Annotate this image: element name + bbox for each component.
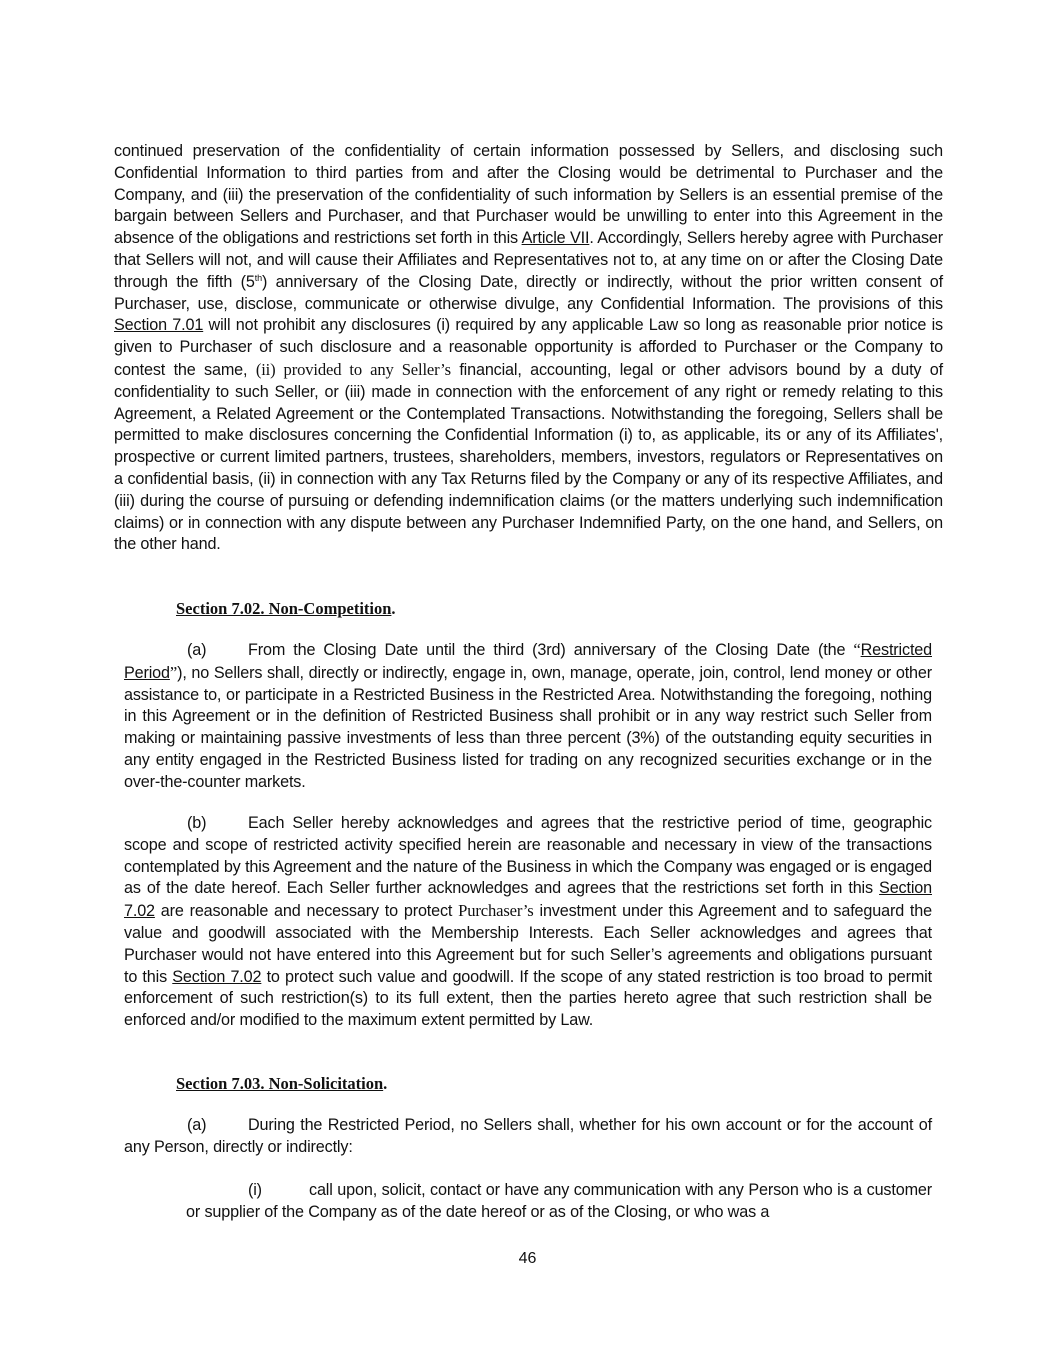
page-number: 46 xyxy=(518,1250,537,1267)
paragraph-text: will not prohibit any disclosures (i) required by any applicable Law so long as reasonable prior notice is given to Purchaser of such disclosure and a reasonable opportunity is afforded to Purchaser or the Company to contest the same, xyxy=(114,316,943,379)
paragraph-text-serif: (ii) provided to any Seller’s xyxy=(255,359,451,379)
clause-label: (a) xyxy=(187,641,207,659)
paragraph-text-serif: Purchaser’s xyxy=(458,901,534,921)
paragraph-text: to protect such value and goodwill. If the scope of any stated restriction is too broad to permit enforcement of such restriction(s) to its full extent, then the parties hereto agree that such restriction shall be enforced and/or modified to the maximum extent permitted by Law. xyxy=(124,967,932,1030)
clause-label: (i) xyxy=(248,1181,262,1199)
quote-mark: ” xyxy=(169,662,178,682)
paragraph-text: Each Seller hereby acknowledges and agrees that the restrictive period of time, geographic scope and scope of restricted activity specified herein are reasonable and necessary in view of the transactions contemplated by this Agreement and the nature of the Business in which the Company was engaged or is engaged as of the date hereof. Each Seller further acknowledges and agrees that the restrictions set forth in this xyxy=(124,814,932,898)
section-7-02-heading xyxy=(176,599,396,619)
non-competition-paragraph-a xyxy=(124,639,932,794)
article-vii-reference: Article VII xyxy=(521,229,590,248)
non-solicitation-paragraph-a xyxy=(124,1115,932,1159)
paragraph-text: continued preservation of the confidentiality of certain information possessed by Sellers, and disclosing such Confidential Information to third parties from and after the Closing would be detrimental to Purchaser and the Company, and (iii) the preservation of the confidentiality of such information by Sellers is an essential premise of the bargain between Sellers and Purchaser, and that Purchaser would be unwilling to enter into this Agreement in the absence of the obligations and restrictions set forth in this xyxy=(114,142,943,248)
quote-mark: “ xyxy=(853,640,861,659)
clause-label: (b) xyxy=(187,814,207,832)
non-competition-paragraph-b xyxy=(124,813,932,1032)
heading-punctuation: . xyxy=(383,1074,388,1093)
section-heading-text: Section 7.03. Non-Solicitation xyxy=(176,1074,384,1093)
paragraph-text: ) anniversary of the Closing Date, directly or indirectly, without the prior written consent of Purchaser, use, disclose, communicate or otherwise divulge, any Confidential Information. The provisions of this xyxy=(114,272,943,313)
paragraph-text: financial, accounting, legal or other advisors bound by a duty of confidentiality to such Seller, or (iii) made in connection with the enforcement of any right or remedy relating to this Agreement, a Related Agreement or the Contemplated Transactions. Notwithstanding the foregoing, Sellers shall be permitted to make disclosures concerning the Confidential Information (i) to, as applicable, its or any of its Affiliates', prospective or current limited partners, trustees, shareholders, members, investors, regulators or Representatives on a confidential basis, (ii) in connection with any Tax Returns filed by the Company or any of its respective Affiliates, and (iii) during the course of pursuing or defending indemnification claims (or the matters underlying such indemnification claims) or in connection with any dispute between any Purchaser Indemnified Party, on the one hand, and Sellers, on the other hand. xyxy=(114,360,943,554)
clause-label: (a) xyxy=(187,1116,207,1134)
paragraph-text: From the Closing Date until the third (3rd) anniversary of the Closing Date (the xyxy=(248,641,854,659)
paragraph-text: are reasonable and necessary to protect xyxy=(154,902,459,921)
non-solicitation-subclause-i xyxy=(186,1180,932,1224)
ordinal-superscript: th xyxy=(254,272,262,283)
section-7-02-reference: Section 7.02 xyxy=(124,879,932,921)
paragraph-text: call upon, solicit, contact or have any communication with any Person who is a customer or supplier of the Company as of the date hereof or as of the Closing, or who was a xyxy=(186,1181,932,1221)
section-7-01-reference: Section 7.01 xyxy=(114,316,204,335)
heading-punctuation: . xyxy=(391,599,396,618)
paragraph-text: During the Restricted Period, no Sellers shall, whether for his own account or for the account of any Person, directly or indirectly: xyxy=(124,1116,932,1156)
paragraph-text: ), no Sellers shall, directly or indirectly, engage in, own, manage, operate, join, control, lend money or other assistance to, or participate in a Restricted Business in the Restricted Area. Notwithstanding the foregoing, nothing in this Agreement or in the definition of Restricted Business shall prohibit or in any way restrict such Seller from making or maintaining passive investments of less than three percent (3%) of the outstanding equity securities in any entity engaged in the Restricted Business listed for trading on any recognized securities exchange or in the over-the-counter markets. xyxy=(124,663,932,791)
section-7-03-heading xyxy=(176,1074,387,1094)
confidentiality-paragraph xyxy=(114,141,943,556)
restricted-period-term: Restricted Period xyxy=(124,641,932,682)
paragraph-text: investment under this Agreement and to safeguard the value and goodwill associated with the Membership Interests. Each Seller acknowledges and agrees that Purchaser would not have entered into this Agreement but for such Seller’s agreements and obligations pursuant to this xyxy=(124,902,932,986)
section-7-02-reference: Section 7.02 xyxy=(172,967,262,986)
paragraph-text: . Accordingly, Sellers hereby agree with Purchaser that Sellers will not, and will cause their Affiliates and Representatives not to, at any time on or after the Closing Date through the fifth (5 xyxy=(114,229,943,291)
section-heading-text: Section 7.02. Non-Competition xyxy=(176,599,392,618)
